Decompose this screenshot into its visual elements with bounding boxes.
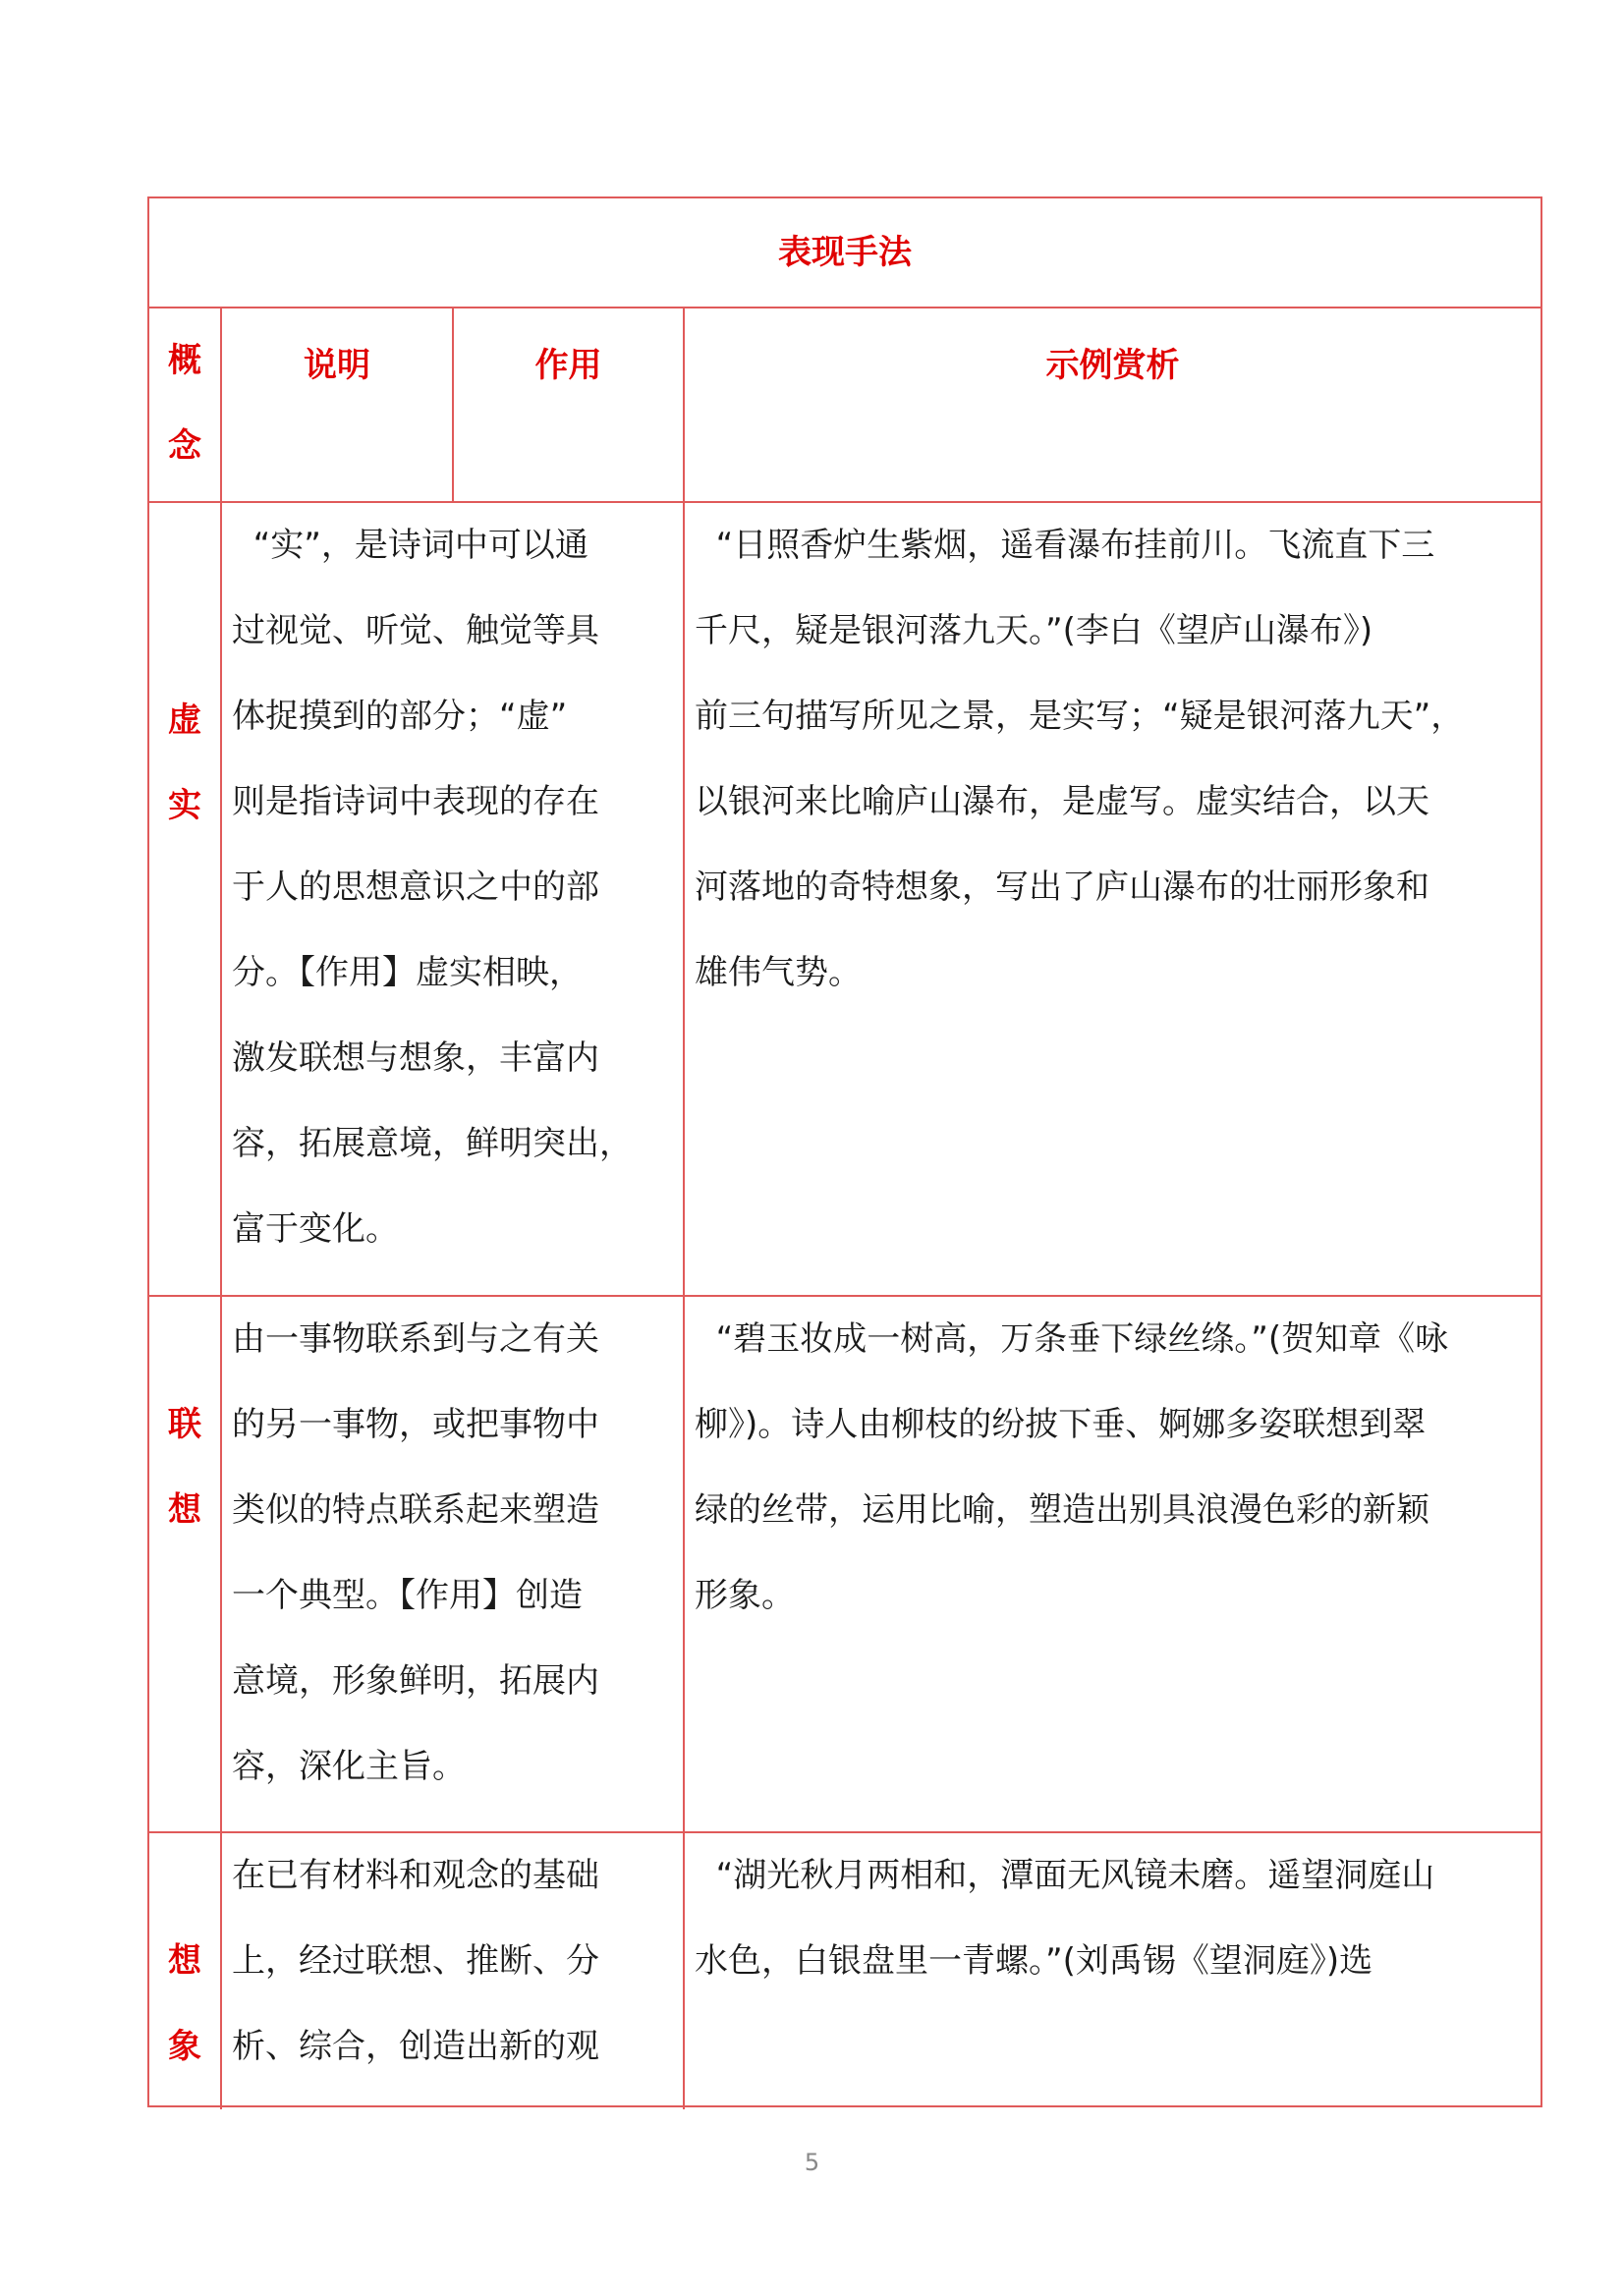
- concept-char-2: 实: [168, 786, 201, 825]
- explain-cell: [220, 503, 683, 1295]
- table-row: [149, 1295, 1540, 1831]
- header-explain-cell: [220, 308, 452, 501]
- explain-cell: [220, 1833, 683, 2109]
- concept-char-1: 联: [168, 1405, 201, 1444]
- concept-cell: [149, 1833, 220, 2109]
- table-title-row: [149, 198, 1540, 307]
- concept-char-2: 象: [168, 2027, 201, 2066]
- explain-text: “实”，是诗词中可以通 过视觉、听觉、触觉等具 体捉摸到的部分；“虚” 则是指诗词中表现的存在 于人的思想意识之中的部 分。【作用】虚实相映， 激发联想与想象，丰富内 容，拓展意境，鲜明突出， 富于变化。: [232, 526, 633, 1249]
- explain-text: 在已有材料和观念的基础 上，经过联想、推断、分 析、综合，创造出新的观: [232, 1856, 599, 2066]
- explain-cell: [220, 1297, 683, 1831]
- header-effect: 作用: [534, 346, 602, 385]
- example-text: “碧玉妆成一树高，万条垂下绿丝绦。”(贺知章《咏 柳》)。诗人由柳枝的纷披下垂、婀娜多姿联想到翠 绿的丝带，运用比喻，塑造出别具浪漫色彩的新颖 形象。: [695, 1319, 1449, 1615]
- header-concept-char-1: 概: [168, 341, 201, 380]
- table-row: [149, 501, 1540, 1295]
- concept-cell: [149, 503, 220, 1295]
- page-number: 5: [804, 2149, 820, 2176]
- techniques-table: [147, 196, 1542, 2107]
- table-header-row: [149, 307, 1540, 501]
- concept-char-2: 想: [168, 1490, 201, 1530]
- header-example-cell: [683, 308, 1540, 501]
- header-concept-char-2: 念: [168, 426, 201, 466]
- example-cell: [683, 1297, 1540, 1831]
- concept-char-1: 想: [168, 1941, 201, 1981]
- concept-char-1: 虚: [168, 700, 201, 740]
- example-cell: [683, 503, 1540, 1295]
- header-concept-cell: [149, 308, 220, 501]
- example-text: “日照香炉生紫烟，遥看瀑布挂前川。飞流直下三 千尺，疑是银河落九天。”(李白《望庐山瀑布》) 前三句描写所见之景，是实写；“疑是银河落九天”， 以银河来比喻庐山瀑布，是虚写。虚实结合，以天 河落地的奇特想象，写出了庐山瀑布的壮丽形象和 雄伟气势。: [695, 526, 1465, 992]
- explain-text: 由一事物联系到与之有关 的另一事物，或把事物中 类似的特点联系起来塑造 一个典型。【作用】创造 意境，形象鲜明，拓展内 容，深化主旨。: [232, 1319, 599, 1786]
- example-cell: [683, 1833, 1540, 2109]
- table-title: 表现手法: [778, 233, 912, 272]
- header-example: 示例赏析: [1045, 346, 1180, 385]
- header-effect-cell: [452, 308, 683, 501]
- header-explain: 说明: [304, 346, 370, 385]
- concept-cell: [149, 1297, 220, 1831]
- table-row: [149, 1831, 1540, 2109]
- example-text: “湖光秋月两相和，潭面无风镜未磨。遥望洞庭山 水色，白银盘里一青螺。”(刘禹锡《望洞庭》)选: [695, 1856, 1435, 1981]
